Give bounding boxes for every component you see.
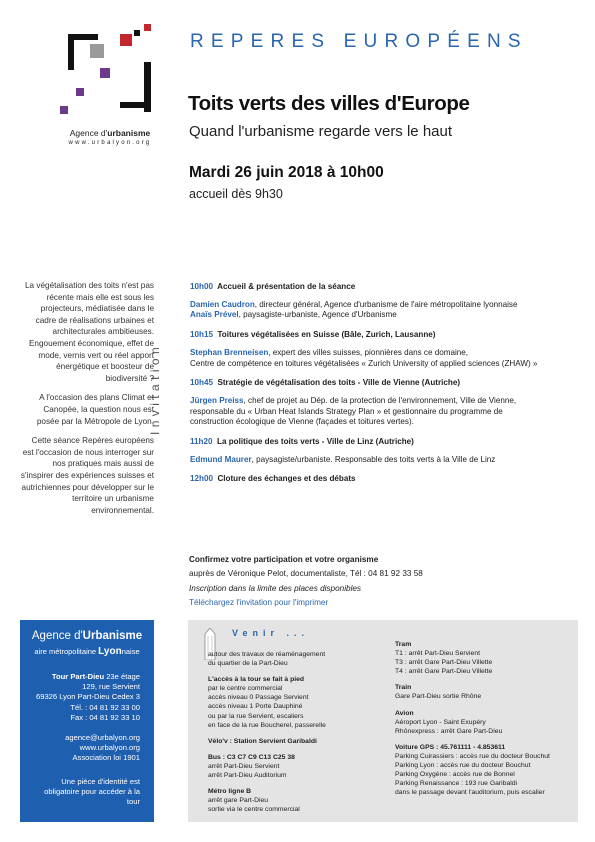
address-line: 69326 Lyon Part-Dieu Cedex 3 — [36, 692, 140, 702]
program-time: 12h00 — [190, 474, 213, 484]
agency-sub-post: naise — [121, 647, 140, 656]
access-line: sortie via le centre commercial — [208, 806, 300, 814]
program-title: Cloture des échanges et des débats — [217, 474, 356, 484]
access-line: arrêt Part-Dieu Auditorium — [208, 772, 287, 780]
access-line: Rhônexpress : arrêt Gare Part-Dieu — [395, 727, 503, 735]
access-line: autour des travaux de réaménagement — [208, 651, 326, 658]
access-line: dans le passage devant l'auditorium, puis escalier — [395, 789, 545, 797]
access-line: du quartier de la Part-Dieu — [208, 660, 288, 668]
program-title: La politique des toits verts - Ville de Linz (Autriche) — [217, 437, 414, 447]
logo-block — [144, 24, 151, 31]
agency-website[interactable]: www.urbalyon.org — [79, 743, 140, 753]
page-title: Toits verts des villes d'Europe — [188, 92, 470, 115]
speaker-name: Damien Caudron — [190, 299, 255, 309]
access-heading: Métro ligne B — [208, 788, 252, 796]
agency-sub-pre: aire métropolitaine — [34, 647, 99, 656]
access-section — [208, 737, 386, 746]
access-line: Gare Part-Dieu sortie Rhône — [395, 693, 482, 701]
speaker — [190, 396, 585, 407]
logo-block — [68, 34, 98, 40]
agency-name — [20, 631, 154, 641]
page-subtitle: Quand l'urbanisme regarde vers le haut — [189, 123, 453, 140]
tower-floor: 23e étage — [104, 672, 140, 681]
tower-name: Tour Part-Dieu — [51, 672, 105, 681]
access-heading: Tram — [395, 641, 412, 648]
program-title: Toitures végétalisées en Suisse (Bâle, Zurich, Lausanne) — [217, 330, 436, 340]
access-line: accès niveau 1 Porte Dauphiné — [208, 703, 303, 711]
event-date: Mardi 26 juin 2018 à 10h00 — [189, 164, 384, 181]
access-line: en face de la rue Boucherel, passerelle — [208, 721, 326, 729]
access-line: Parking Renaissance : 193 rue Garibaldi — [395, 780, 518, 788]
agency-contact-box — [20, 620, 154, 822]
access-heading: Train — [395, 684, 412, 692]
agency-logo — [60, 20, 160, 120]
access-line: T1 : arrêt Part-Dieu Servient — [395, 650, 480, 658]
logo-block — [120, 102, 150, 108]
access-heading: Vélo'v : Station Servient Garibaldi — [208, 737, 317, 745]
speaker-role: , paysagiste-urbaniste, Agence d'Urbanisme — [238, 310, 397, 320]
program-item — [190, 474, 585, 485]
program-time: 10h45 — [190, 378, 213, 388]
program-item — [190, 330, 585, 369]
speaker-name: Edmund Maurer — [190, 454, 252, 464]
access-heading: Bus : C3 C7 C9 C13 C25 38 — [208, 753, 295, 761]
intro-paragraph: La végétalisation des toits n'est pas récente mais elle est sous les projecteurs, médiatisée dans le cadre de réalisations urbaines et architecturales ambitieuses. Engouement économique, effet de mode, vernis vert ou réel apport énergétique et boosteur de biodiversité ? — [24, 281, 154, 383]
series-title: REPERES EUROPÉENS — [190, 31, 528, 52]
speaker-detail: Centre de compétence en toitures végétalisées « Zurich University of applied sciences (ZHAW) » — [190, 358, 538, 368]
access-line: ou par la rue Servient, escaliers — [208, 712, 304, 720]
agency-name-pre: Agence d' — [31, 630, 83, 642]
intro-paragraph: A l'occasion des plans Climat et Canopée, la question nous est posée par la Métropole de Lyon. — [36, 393, 154, 426]
program-item — [190, 282, 585, 321]
program-head — [190, 474, 585, 485]
speaker-name: Stephan Brenneisen — [190, 347, 269, 357]
address-line — [36, 672, 140, 682]
program-title: Stratégie de végétalisation des toits - Ville de Vienne (Autriche) — [217, 378, 461, 388]
intro-paragraph: Cette séance Repères européens est l'occasion de nous interroger sur nos pratiques mais aussi de s'inspirer des expériences suisses et autrichiennes pour développer sur le territoire un urbanisme environnemental. — [20, 436, 154, 515]
speaker — [190, 310, 585, 321]
vertical-label: Invitation — [148, 342, 162, 435]
access-line: T4 : arrêt Gare Part-Dieu Villette — [395, 668, 493, 676]
program-head — [190, 282, 585, 293]
agency-contact — [65, 733, 140, 764]
access-line: accès niveau 0 Passage Servient — [208, 694, 309, 702]
logo-block — [60, 106, 68, 114]
access-line: par le centre commercial — [208, 685, 283, 693]
access-section — [395, 709, 573, 736]
intro-text — [20, 280, 154, 524]
access-heading: L'accès à la tour se fait à pied — [208, 676, 305, 684]
download-link[interactable]: Téléchargez l'invitation pour l'imprimer — [189, 597, 329, 607]
access-section — [395, 683, 573, 701]
logo-block — [134, 30, 140, 36]
agency-sub-bold: Lyon — [98, 646, 122, 657]
access-heading: Voiture GPS : 45.761111 - 4.853611 — [395, 743, 506, 751]
access-line: arrêt Part-Dieu Servient — [208, 762, 280, 770]
agency-address — [36, 672, 140, 723]
access-line: Parking Cuirassiers : accès rue du docteur Bouchut — [395, 752, 550, 760]
agency-name-bold: Urbanisme — [82, 630, 143, 642]
access-title: Venir ... — [232, 628, 310, 638]
logo-block — [90, 44, 104, 58]
access-section — [208, 787, 386, 814]
program-title: Accueil & présentation de la séance — [217, 282, 356, 291]
program-head — [190, 437, 585, 448]
agency-status: Association loi 1901 — [72, 753, 140, 763]
logo-block — [76, 88, 84, 96]
registration-note: Inscription dans la limite des places disponibles — [189, 583, 362, 593]
registration-title: Confirmez votre participation et votre organisme — [189, 555, 379, 564]
program-time: 11h20 — [190, 437, 213, 447]
logo-name-pre: Agence d' — [69, 128, 108, 138]
logo-url: www.urbalyon.org — [68, 140, 152, 146]
speaker-name: Anaïs Prével — [190, 310, 239, 320]
logo-block — [100, 68, 110, 78]
access-section — [208, 753, 386, 780]
access-left-column — [208, 650, 386, 821]
address-line: 129, rue Servient — [82, 682, 140, 692]
id-note: Une pièce d'identité est obligatoire pour accéder à la tour — [44, 777, 140, 807]
logo-wordmark — [60, 128, 160, 138]
speaker-name: Jürgen Preiss — [190, 395, 244, 405]
program-time: 10h15 — [190, 330, 213, 340]
speaker-detail: construction écologique de Vienne (façades et toitures vertes). — [190, 417, 414, 427]
welcome-time: accueil dès 9h30 — [189, 187, 283, 201]
program-time: 10h00 — [190, 282, 213, 291]
speaker-role: , chef de projet au Dép. de la protection de l'environnement, Ville de Vienne, — [243, 395, 517, 405]
program-head — [190, 378, 585, 389]
access-section — [208, 675, 386, 730]
program-item — [190, 437, 585, 465]
speaker — [190, 348, 585, 359]
program — [190, 282, 585, 494]
access-line: T3 : arrêt Gare Part-Dieu Villette — [395, 659, 493, 667]
access-section — [395, 743, 573, 798]
speaker-role: , paysagiste/urbaniste. Responsable des toits verts à la Ville de Linz — [251, 454, 496, 464]
program-head — [190, 330, 585, 341]
address-line: Fax : 04 81 92 33 10 — [70, 712, 140, 722]
access-line: Aéroport Lyon - Saint Exupéry — [395, 718, 486, 726]
access-right-column — [395, 640, 573, 804]
speaker-detail: responsable du « Urban Heat Islands Strategy Plan » et gestionnaire du programme de — [190, 406, 503, 416]
access-line: Parking Oxygène : accès rue de Bonnel — [395, 771, 515, 779]
speaker — [190, 300, 585, 311]
agency-email[interactable]: agence@urbalyon.org — [65, 733, 140, 742]
speaker-role: , directeur général, Agence d'urbanisme de l'aire métropolitaine lyonnaise — [254, 299, 518, 309]
logo-name-bold: urbanisme — [107, 128, 151, 138]
access-section — [208, 650, 386, 668]
access-heading: Avion — [395, 709, 414, 717]
speaker-role: , expert des villes suisses, pionnières dans ce domaine, — [268, 347, 469, 357]
access-section — [395, 640, 573, 676]
access-line: arrêt gare Part-Dieu — [208, 797, 269, 805]
address-line: Tél. : 04 81 92 33 00 — [70, 702, 140, 712]
speaker — [190, 455, 585, 466]
program-item — [190, 378, 585, 428]
registration-block — [189, 553, 584, 610]
agency-subtitle — [20, 647, 154, 657]
logo-block — [120, 34, 132, 46]
access-line: Parking Lyon : accès rue du docteur Bouchut — [395, 762, 531, 770]
registration-contact: auprès de Véronique Pelot, documentaliste, Tél : 04 81 92 33 58 — [189, 569, 423, 579]
access-info-box — [188, 620, 578, 822]
